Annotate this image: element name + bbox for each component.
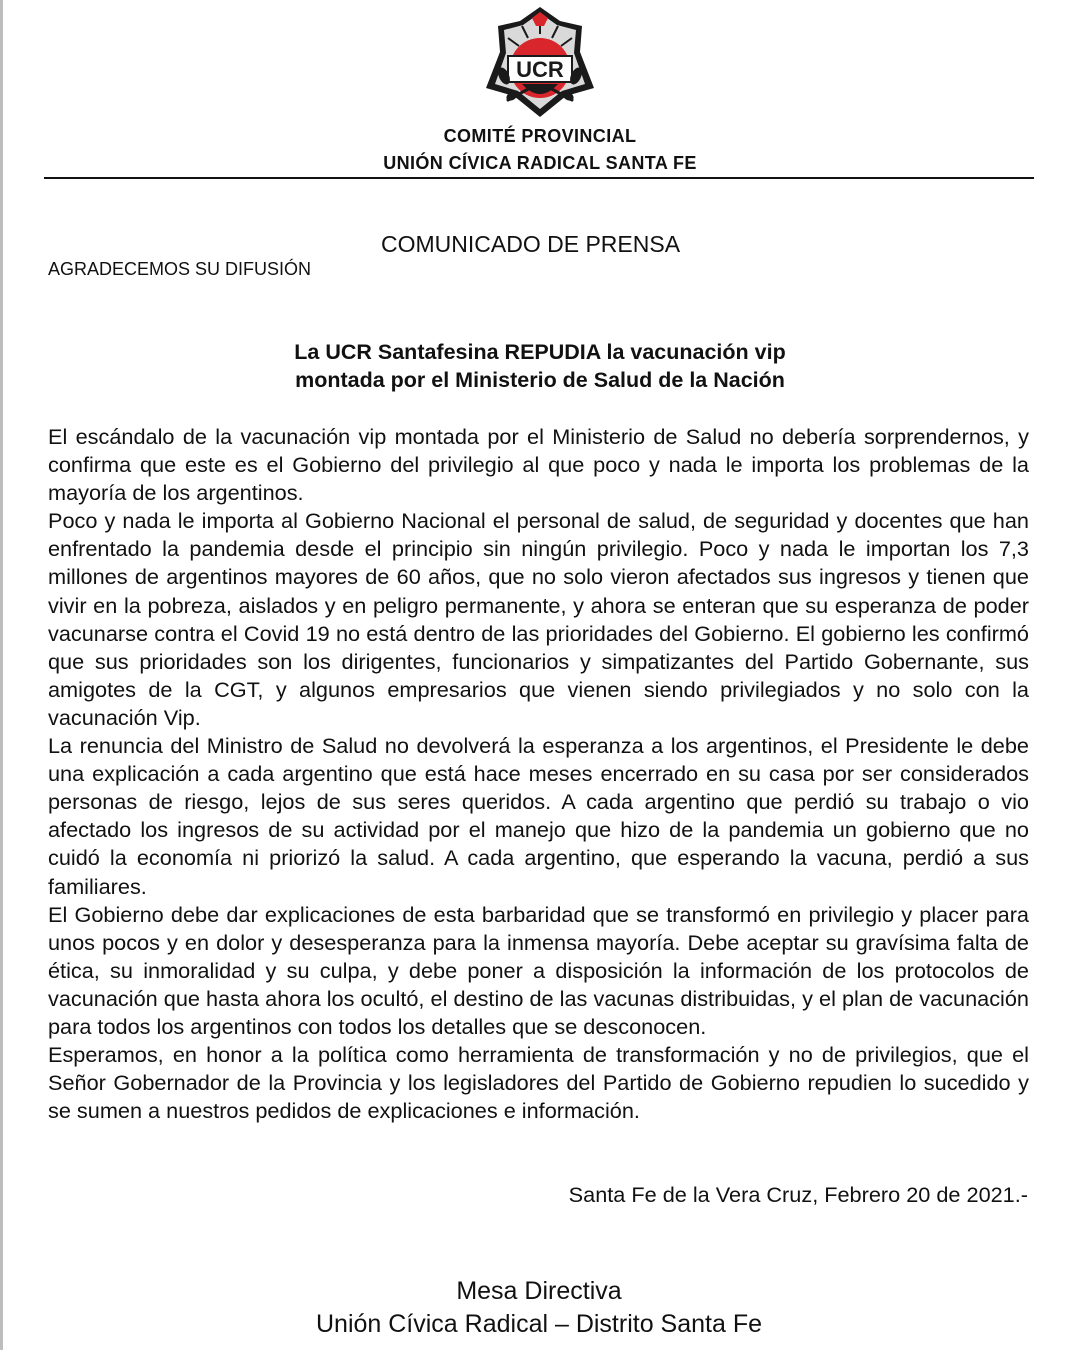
signature-board: Mesa Directiva xyxy=(456,1277,622,1305)
paragraph: Poco y nada le importa al Gobierno Nacional el personal de salud, de seguridad y docentes que han enfrentado la pandemia desde el principio sin ningún privilegio. Poco y nada le importan los 7,3 millones de argentinos mayores de 60 años, que no solo vieron afectados sus ingresos y tienen que vivir en la pobreza, aislados y en peligro permanente, y ahora se enteran que su esperanza de poder vacunarse contra el Covid 19 no está dentro de las prioridades del Gobierno. El gobierno les confirmó que sus prioridades son los dirigentes, funcionarios y simpatizantes del Partido Gobernante, sus amigotes de la CGT, y algunos empresarios que vienen siendo privilegiados y no solo con la vacunación Vip. xyxy=(48,508,1029,730)
paragraph: El Gobierno debe dar explicaciones de esta barbaridad que se transformó en privilegio y placer para unos pocos y en dolor y desesperanza para la inmensa mayoría. Debe aceptar su gravísima falta de ética, su inmoralidad y su culpa, y debe poner a disposición la información de los protocolos de vacunación que hasta ahora los ocultó, el destino de las vacunas distribuidas, y el plan de vacunación para todos los argentinos con todos los detalles que se desconocen. xyxy=(48,901,1029,1039)
diffusion-note: AGRADECEMOS SU DIFUSIÓN xyxy=(48,259,312,279)
page-left-edge xyxy=(0,0,3,1350)
headline xyxy=(0,338,1080,394)
paragraph: Esperamos, en honor a la política como herramienta de transformación y no de privilegios, que el Señor Gobernador de la Provincia y los legisladores del Partido de Gobierno repudien lo sucedido y se sumen a nuestros pedidos de explicaciones e información. xyxy=(48,1042,1029,1124)
logo-lettering: UCR xyxy=(516,57,564,82)
signature-party: Unión Cívica Radical – Distrito Santa Fe xyxy=(315,1310,763,1338)
ucr-logo xyxy=(482,4,598,120)
date-line: Santa Fe de la Vera Cruz, Febrero 20 de 2021.- xyxy=(568,1182,1028,1207)
body-text xyxy=(48,423,1029,1125)
paragraph: La renuncia del Ministro de Salud no devolverá la esperanza a los argentinos, el Presidente le debe una explicación a cada argentino que está hace meses encerrado en su casa por ser considerados personas de riesgo, lejos de sus seres queridos. A cada argentino que perdió su trabajo o vio afectado los ingresos de su actividad por el manejo que hizo de la pandemia un gobierno que no cuidó la economía ni priorizó la salud. A cada argentino, que esperando la vacuna, perdió a sus familiares. xyxy=(48,733,1029,899)
party-name: UNIÓN CÍVICA RADICAL SANTA FE xyxy=(383,153,697,173)
headline-line-2: montada por el Ministerio de Salud de la Nación xyxy=(295,368,785,392)
header-divider xyxy=(44,177,1034,179)
paragraph: El escándalo de la vacunación vip montada por el Ministerio de Salud no debería sorprendernos, y confirma que este es el Gobierno del privilegio al que poco y nada le importa los problemas de la mayoría de los argentinos. xyxy=(48,424,1029,506)
committee-title: COMITÉ PROVINCIAL xyxy=(443,126,637,146)
press-release-title: COMUNICADO DE PRENSA xyxy=(381,231,681,257)
headline-line-1: La UCR Santafesina REPUDIA la vacunación vip xyxy=(294,340,786,364)
